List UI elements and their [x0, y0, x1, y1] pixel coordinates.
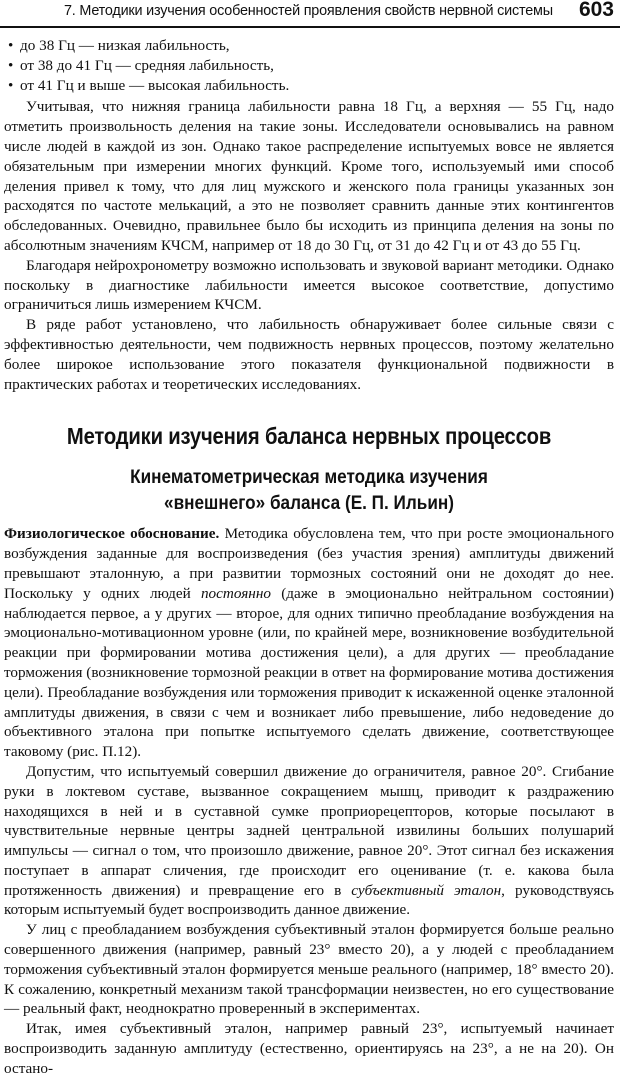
section-heading: Методики изучения баланса нервных процессов — [66, 423, 552, 450]
running-head — [0, 0, 620, 28]
paragraph: Учитывая, что нижняя граница лабильности равна 18 Гц, а верхняя — 55 Гц, надо отметить произвольность деления на такие зоны. Исследователи основывались на равном числе людей в каждой из зон. Однако такое распределение испытуемых вовсе не является обязательным при измерении многих функций. Кроме того, используемый ими способ деления привел к тому, что для лиц мужского и женского пола границы указанных зон расходятся по частоте мелькаций, а это не позволяет сравнить данные этих контингентов обследованных. Очевидно, правильнее было бы исходить из принципа деления на зоны по абсолютным значениям КЧСМ, например от 18 до 30 Гц, от 31 до 42 Гц и от 43 до 55 Гц. — [4, 98, 614, 254]
list-item: • от 38 до 41 Гц — средняя лабильность, — [8, 56, 274, 74]
paragraph-physiological-basis: Физиологическое обоснование. Методика обусловлена тем, что при росте эмоционального возбуждения заданные для воспроизведения (без участия зрения) амплитуды движений превышают эталонную, а при развитии тормозных состояний они не доходят до нее. Поскольку у одних людей постоянно (даже в эмоционально нейтральном состоянии) наблюдается первое, а у других — второе, для одних типично преобладание возбуждения на эмоционально-мотивационном уровне (или, по крайней мере, возникновение возбудительной реакции при формировании мотива достижения цели), а для других — преобладание торможения (возникновение тормозной реакции в ответ на формирование мотива достижения цели). Преобладание возбуждения или торможения приводит к искаженной оценке эталонной амплитуды движения, в связи с чем и возникает либо превышение, либо недоведение до объективного эталона при попытке испытуемого сделать движение, соответствующее таковому (рис. П.12). — [4, 525, 614, 761]
chapter-title: 7. Методики изучения особенностей проявления свойств нервной системы — [64, 3, 553, 19]
bullet-icon: • — [8, 56, 14, 74]
page-body — [4, 36, 614, 1079]
bullet-icon: • — [8, 76, 14, 94]
list-item: • от 41 Гц и выше — высокая лабильность. — [8, 76, 290, 94]
subsection-heading-line: «внешнего» баланса (Е. П. Ильин) — [164, 492, 454, 515]
paragraph: У лиц с преобладанием возбуждения субъективный эталон формируется больше реально совершенного движения (например, равный 23° вместо 20), а у людей с преобладанием торможения субъективный эталон формируется меньше реального (например, 18° вместо 20). К сожалению, конкретный механизм такой трансформации неизвестен, но его существование — реальный факт, неоднократно проверенный в экспериментах. — [4, 921, 614, 1018]
emphasis: субъективный эталон — [351, 881, 502, 899]
run-in-heading: Физиологическое обоснование. — [4, 525, 220, 543]
paragraph: Допустим, что испытуемый совершил движение до ограничителя, равное 20°. Сгибание руки в локтевом суставе, вызванное сокращением мышц, приводит к раздражению находящихся в ней и в суставной сумке проприорецепторов, которые посылают в чувствительные нервные центры задней центральной извилины больших полушарий импульсы — сигнал о том, что произошло движение, равное 20°. Этот сигнал без искажения поступает в аппарат сличения, где происходит его оценивание (т. е. какова была протяженность движения) и превращение его в субъективный эталон, руководствуясь которым испытуемый будет воспроизводить данное движение. — [4, 762, 614, 919]
emphasis: постоянно — [200, 584, 271, 602]
list-item: • до 38 Гц — низкая лабильность, — [8, 37, 230, 54]
page-number: 603 — [578, 0, 614, 21]
paragraph: Благодаря нейрохронометру возможно использовать и звуковой вариант методики. Однако поскольку в диагностике лабильности имеется высокое соответствие, допустимо ограничиться лишь измерением КЧСМ. — [4, 256, 614, 314]
lability-zones-list — [4, 36, 614, 95]
paragraph: Итак, имея субъективный эталон, например равный 23°, испытуемый начинает воспроизводить заданную амплитуду (естественно, ориентируясь на 23°, а не на 20). Он остано- — [4, 1020, 614, 1077]
bullet-icon: • — [8, 37, 14, 54]
paragraph: В ряде работ установлено, что лабильность обнаруживает более сильные связи с эффективностью деятельности, чем подвижность нервных процессов, поэтому желательно более широкое использование этого показателя функциональной подвижности в практических работах и теоретических исследованиях. — [4, 316, 614, 393]
subsection-heading-line: Кинематометрическая методика изучения — [130, 466, 488, 489]
subsection-heading — [41, 464, 578, 516]
